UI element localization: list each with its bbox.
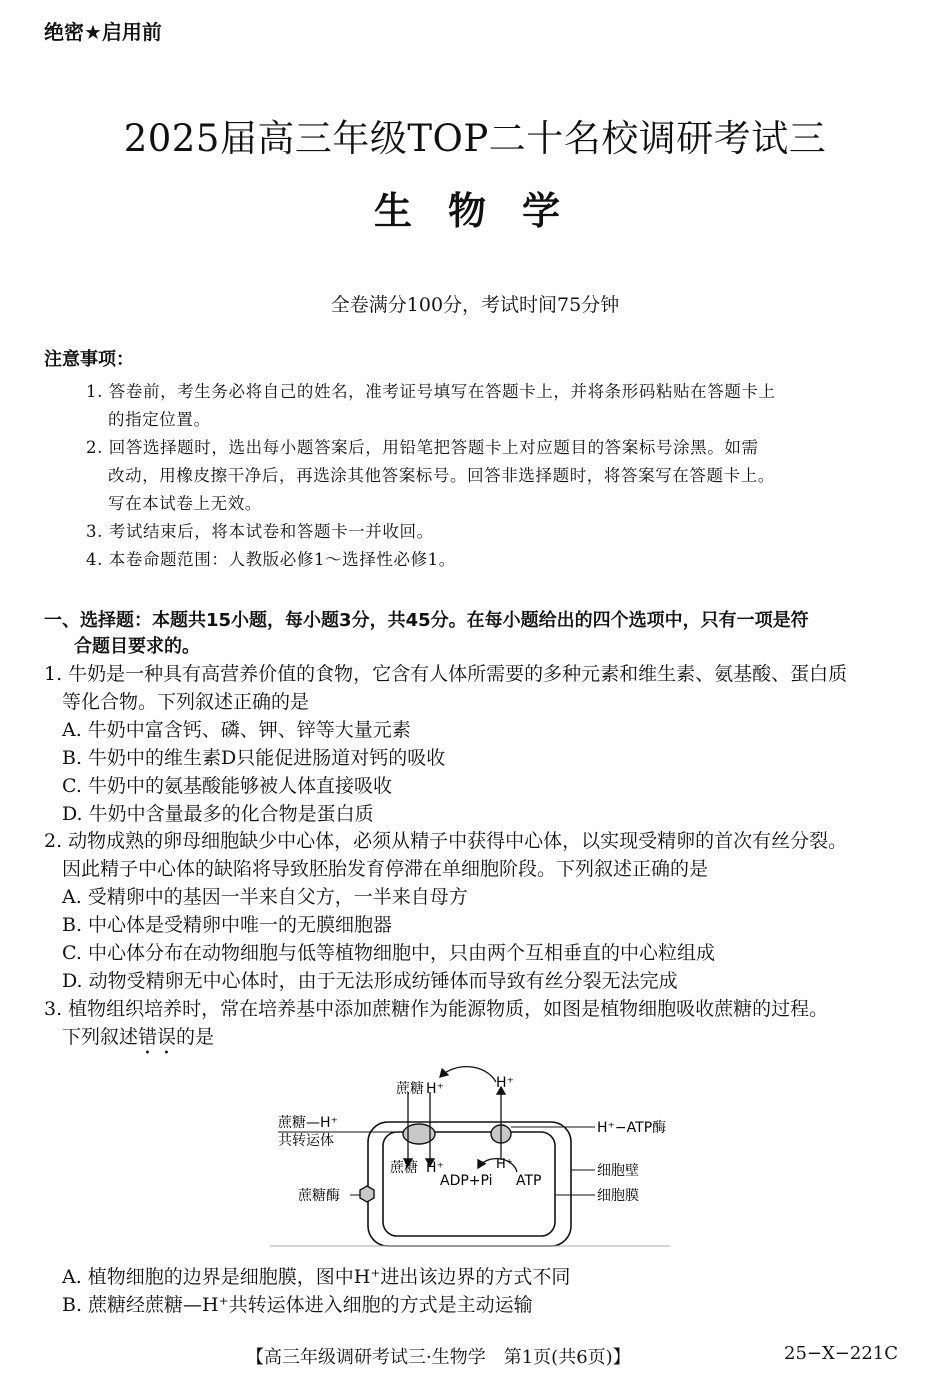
notice-item-1-line-2: 的指定位置。	[108, 410, 211, 429]
question-2-option-d: D. 动物受精卵无中心体时，由于无法形成纺锤体而导致有丝分裂无法完成	[62, 970, 678, 992]
section-heading-line-2: 合题目要求的。	[74, 636, 200, 657]
question-2-option-b: B. 中心体是受精卵中唯一的无膜细胞器	[62, 914, 393, 936]
question-3-option-a: A. 植物细胞的边界是细胞膜，图中H⁺进出该边界的方式不同	[62, 1266, 571, 1288]
question-2-stem-line-1: 2. 动物成熟的卵母细胞缺少中心体，必须从精子中获得中心体，以实现受精卵的首次有丝分裂。	[44, 830, 848, 852]
label-cell-membrane: 细胞膜	[597, 1188, 639, 1204]
notice-item-1-line-1: 1. 答卷前，考生务必将自己的姓名，准考证号填写在答题卡上，并将条形码粘贴在答题卡上	[86, 382, 776, 401]
sucrase-protein	[360, 1186, 374, 1202]
label-h-inside: H⁺	[426, 1160, 444, 1176]
notice-item-4: 4. 本卷命题范围：人教版必修1～选择性必修1。	[86, 550, 456, 569]
question-2-option-c: C. 中心体分布在动物细胞与低等植物细胞中，只由两个互相垂直的中心粒组成	[62, 942, 715, 964]
exam-title: 2025届高三年级TOP二十名校调研考试三	[123, 117, 827, 160]
label-h-outside: H⁺	[426, 1081, 444, 1097]
confidential-label: 绝密★启用前	[44, 20, 162, 44]
question-1-option-c: C. 牛奶中的氨基酸能够被人体直接吸收	[62, 775, 392, 797]
question-3-emphasis: 错误	[138, 1026, 177, 1048]
label-sucrase: 蔗糖酶	[298, 1188, 340, 1204]
sucrose-uptake-diagram	[270, 1060, 690, 1255]
question-1-option-b: B. 牛奶中的维生素D只能促进肠道对钙的吸收	[62, 747, 446, 769]
label-sucrose-outside: 蔗糖	[396, 1081, 424, 1097]
exam-info: 全卷满分100分，考试时间75分钟	[330, 294, 620, 316]
subject-title: 生物学	[373, 189, 596, 233]
notice-item-3: 3. 考试结束后，将本试卷和答题卡一并收回。	[86, 522, 434, 541]
label-atp: ATP	[516, 1173, 542, 1189]
question-1-option-d: D. 牛奶中含量最多的化合物是蛋白质	[62, 803, 374, 825]
question-3-stem-line-2	[62, 1022, 214, 1059]
label-cotransporter-line-2: 共转运体	[278, 1133, 334, 1149]
label-cell-wall: 细胞壁	[597, 1163, 639, 1179]
label-h-pump-inside: H⁺	[496, 1157, 513, 1172]
question-3-stem-pre: 下列叙述	[62, 1026, 139, 1048]
question-2-stem-line-2: 因此精子中心体的缺陷将导致胚胎发育停滞在单细胞阶段。下列叙述正确的是	[62, 858, 709, 880]
notice-item-2-line-3: 写在本试卷上无效。	[108, 494, 262, 513]
question-1-option-a: A. 牛奶中富含钙、磷、钾、锌等大量元素	[62, 719, 411, 741]
notice-heading: 注意事项：	[44, 349, 134, 370]
exam-code: 25−X−221C	[784, 1343, 899, 1364]
question-2-option-a: A. 受精卵中的基因一半来自父方，一半来自母方	[62, 886, 468, 908]
question-1-stem-line-2: 等化合物。下列叙述正确的是	[62, 691, 310, 713]
notice-item-2-line-2: 改动，用橡皮擦干净后，再选涂其他答案标号。回答非选择题时，将答案写在答题卡上。	[108, 466, 775, 485]
label-adp-pi: ADP+Pi	[440, 1173, 493, 1189]
question-3-option-b: B. 蔗糖经蔗糖—H⁺共转运体进入细胞的方式是主动运输	[62, 1294, 533, 1316]
question-3-stem-post: 的是	[176, 1026, 215, 1048]
label-h-pumped-out: H⁺	[496, 1075, 514, 1091]
label-atpase: H⁺−ATP酶	[597, 1120, 667, 1136]
label-cotransporter-line-1: 蔗糖—H⁺	[278, 1115, 338, 1131]
question-3-stem-line-1: 3. 植物组织培养时，常在培养基中添加蔗糖作为能源物质，如图是植物细胞吸收蔗糖的过程。	[44, 998, 829, 1020]
page-footer: 【高三年级调研考试三·生物学 第1页(共6页)】	[246, 1347, 631, 1368]
section-heading-line-1: 一、选择题：本题共15小题，每小题3分，共45分。在每小题给出的四个选项中，只有一项是符	[44, 610, 809, 631]
question-1-stem-line-1: 1. 牛奶是一种具有高营养价值的食物，它含有人体所需要的多种元素和维生素、氨基酸、蛋白质	[44, 663, 848, 685]
label-sucrose-inside: 蔗糖	[390, 1160, 418, 1176]
notice-item-2-line-1: 2. 回答选择题时，选出每小题答案后，用铅笔把答题卡上对应题目的答案标号涂黑。如需	[86, 438, 759, 457]
